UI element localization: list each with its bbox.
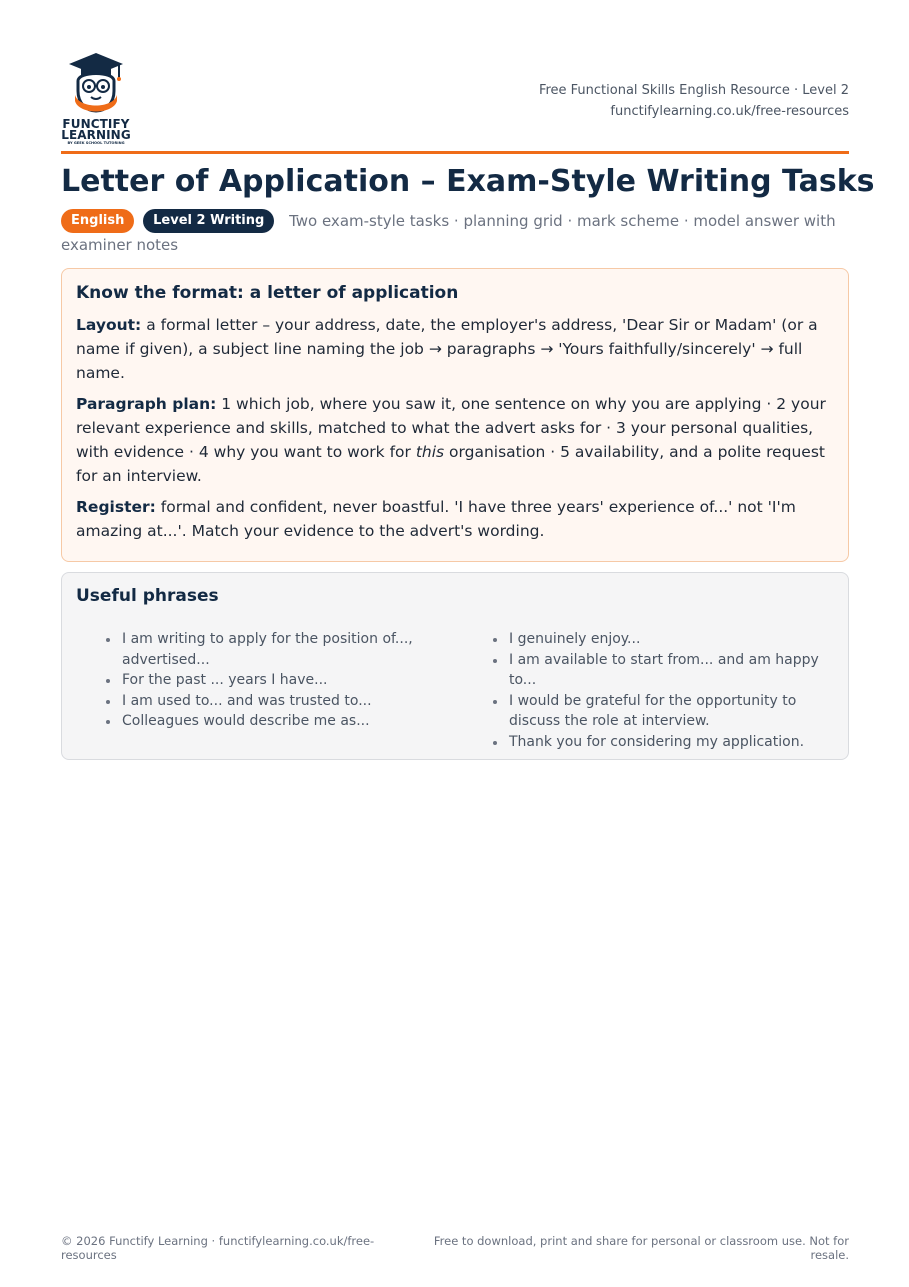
phrase-item: I am used to... and was trusted to... (106, 691, 436, 712)
phrase-item: For the past ... years I have... (106, 670, 436, 691)
page-subtitle: Two exam-style tasks · planning grid · mark scheme · model answer with examiner notes (61, 212, 836, 254)
worksheet-page (61, 0, 875, 1287)
footer-license: Free to download, print and share for personal or classroom use. Not for resale. (433, 1234, 849, 1262)
subject-tag: English (61, 209, 134, 233)
phrases-list-right (493, 629, 838, 752)
phrase-item: Colleagues would describe me as... (106, 711, 436, 732)
level-tag: Level 2 Writing (143, 209, 274, 233)
meta-line (61, 209, 849, 257)
plan-emphasis: this (415, 443, 445, 461)
format-box-title: Know the format: a letter of application (76, 283, 459, 303)
phrase-item: I would be grateful for the opportunity to discuss the role at interview. (493, 691, 838, 732)
format-box (61, 268, 849, 562)
functify-logo (61, 51, 131, 148)
register-paragraph (76, 495, 836, 543)
resource-label: Free Functional Skills English Resource · Level 2 (538, 83, 849, 98)
logo-tagline: BY GEEK SCHOOL TUTORING (67, 141, 125, 145)
phrase-item: I am available to start from... and am happy to... (493, 650, 838, 691)
layout-paragraph (76, 313, 836, 385)
footer-copyright: © 2026 Functify Learning · functifylearning.co.uk/free-resources (61, 1234, 375, 1262)
phrase-item: Thank you for considering my application. (493, 732, 838, 753)
useful-phrases-box (61, 572, 849, 760)
header-divider (61, 151, 849, 154)
phrases-list-left (106, 629, 436, 732)
phrase-item: I genuinely enjoy... (493, 629, 838, 650)
logo-wordmark-line1: FUNCTIFY (62, 117, 130, 131)
register-label: Register: (76, 498, 156, 516)
paragraph-plan (76, 392, 836, 488)
register-text: formal and confident, never boastful. 'I have three years' experience of...' not 'I'm amazing at...'. Match your evidence to the advert's wording. (76, 498, 796, 540)
plan-text-part1: 1 which job, where you saw it, one sentence on why you are applying · 2 your relevant experience and skills, matched to what the advert asks for · 3 your personal qualities, with evidence · 4 why you want to work for (76, 395, 826, 461)
plan-text-part2: organisation · 5 availability, and a polite request for an interview. (76, 443, 825, 485)
graduate-owl-icon (61, 51, 131, 117)
header-info (539, 80, 849, 122)
layout-label: Layout: (76, 316, 142, 334)
logo-wordmark-line2: LEARNING (61, 128, 131, 142)
page-title: Letter of Application – Exam-Style Writing Tasks (61, 164, 875, 199)
header-url[interactable]: functifylearning.co.uk/free-resources (610, 104, 849, 119)
phrases-title: Useful phrases (76, 586, 219, 606)
phrase-item: I am writing to apply for the position of..., advertised... (106, 629, 436, 670)
layout-text: a formal letter – your address, date, the employer's address, 'Dear Sir or Madam' (or a name if given), a subject line naming the job → paragraphs → 'Yours faithfully/sincerely' → full name. (76, 316, 818, 382)
plan-label: Paragraph plan: (76, 395, 217, 413)
